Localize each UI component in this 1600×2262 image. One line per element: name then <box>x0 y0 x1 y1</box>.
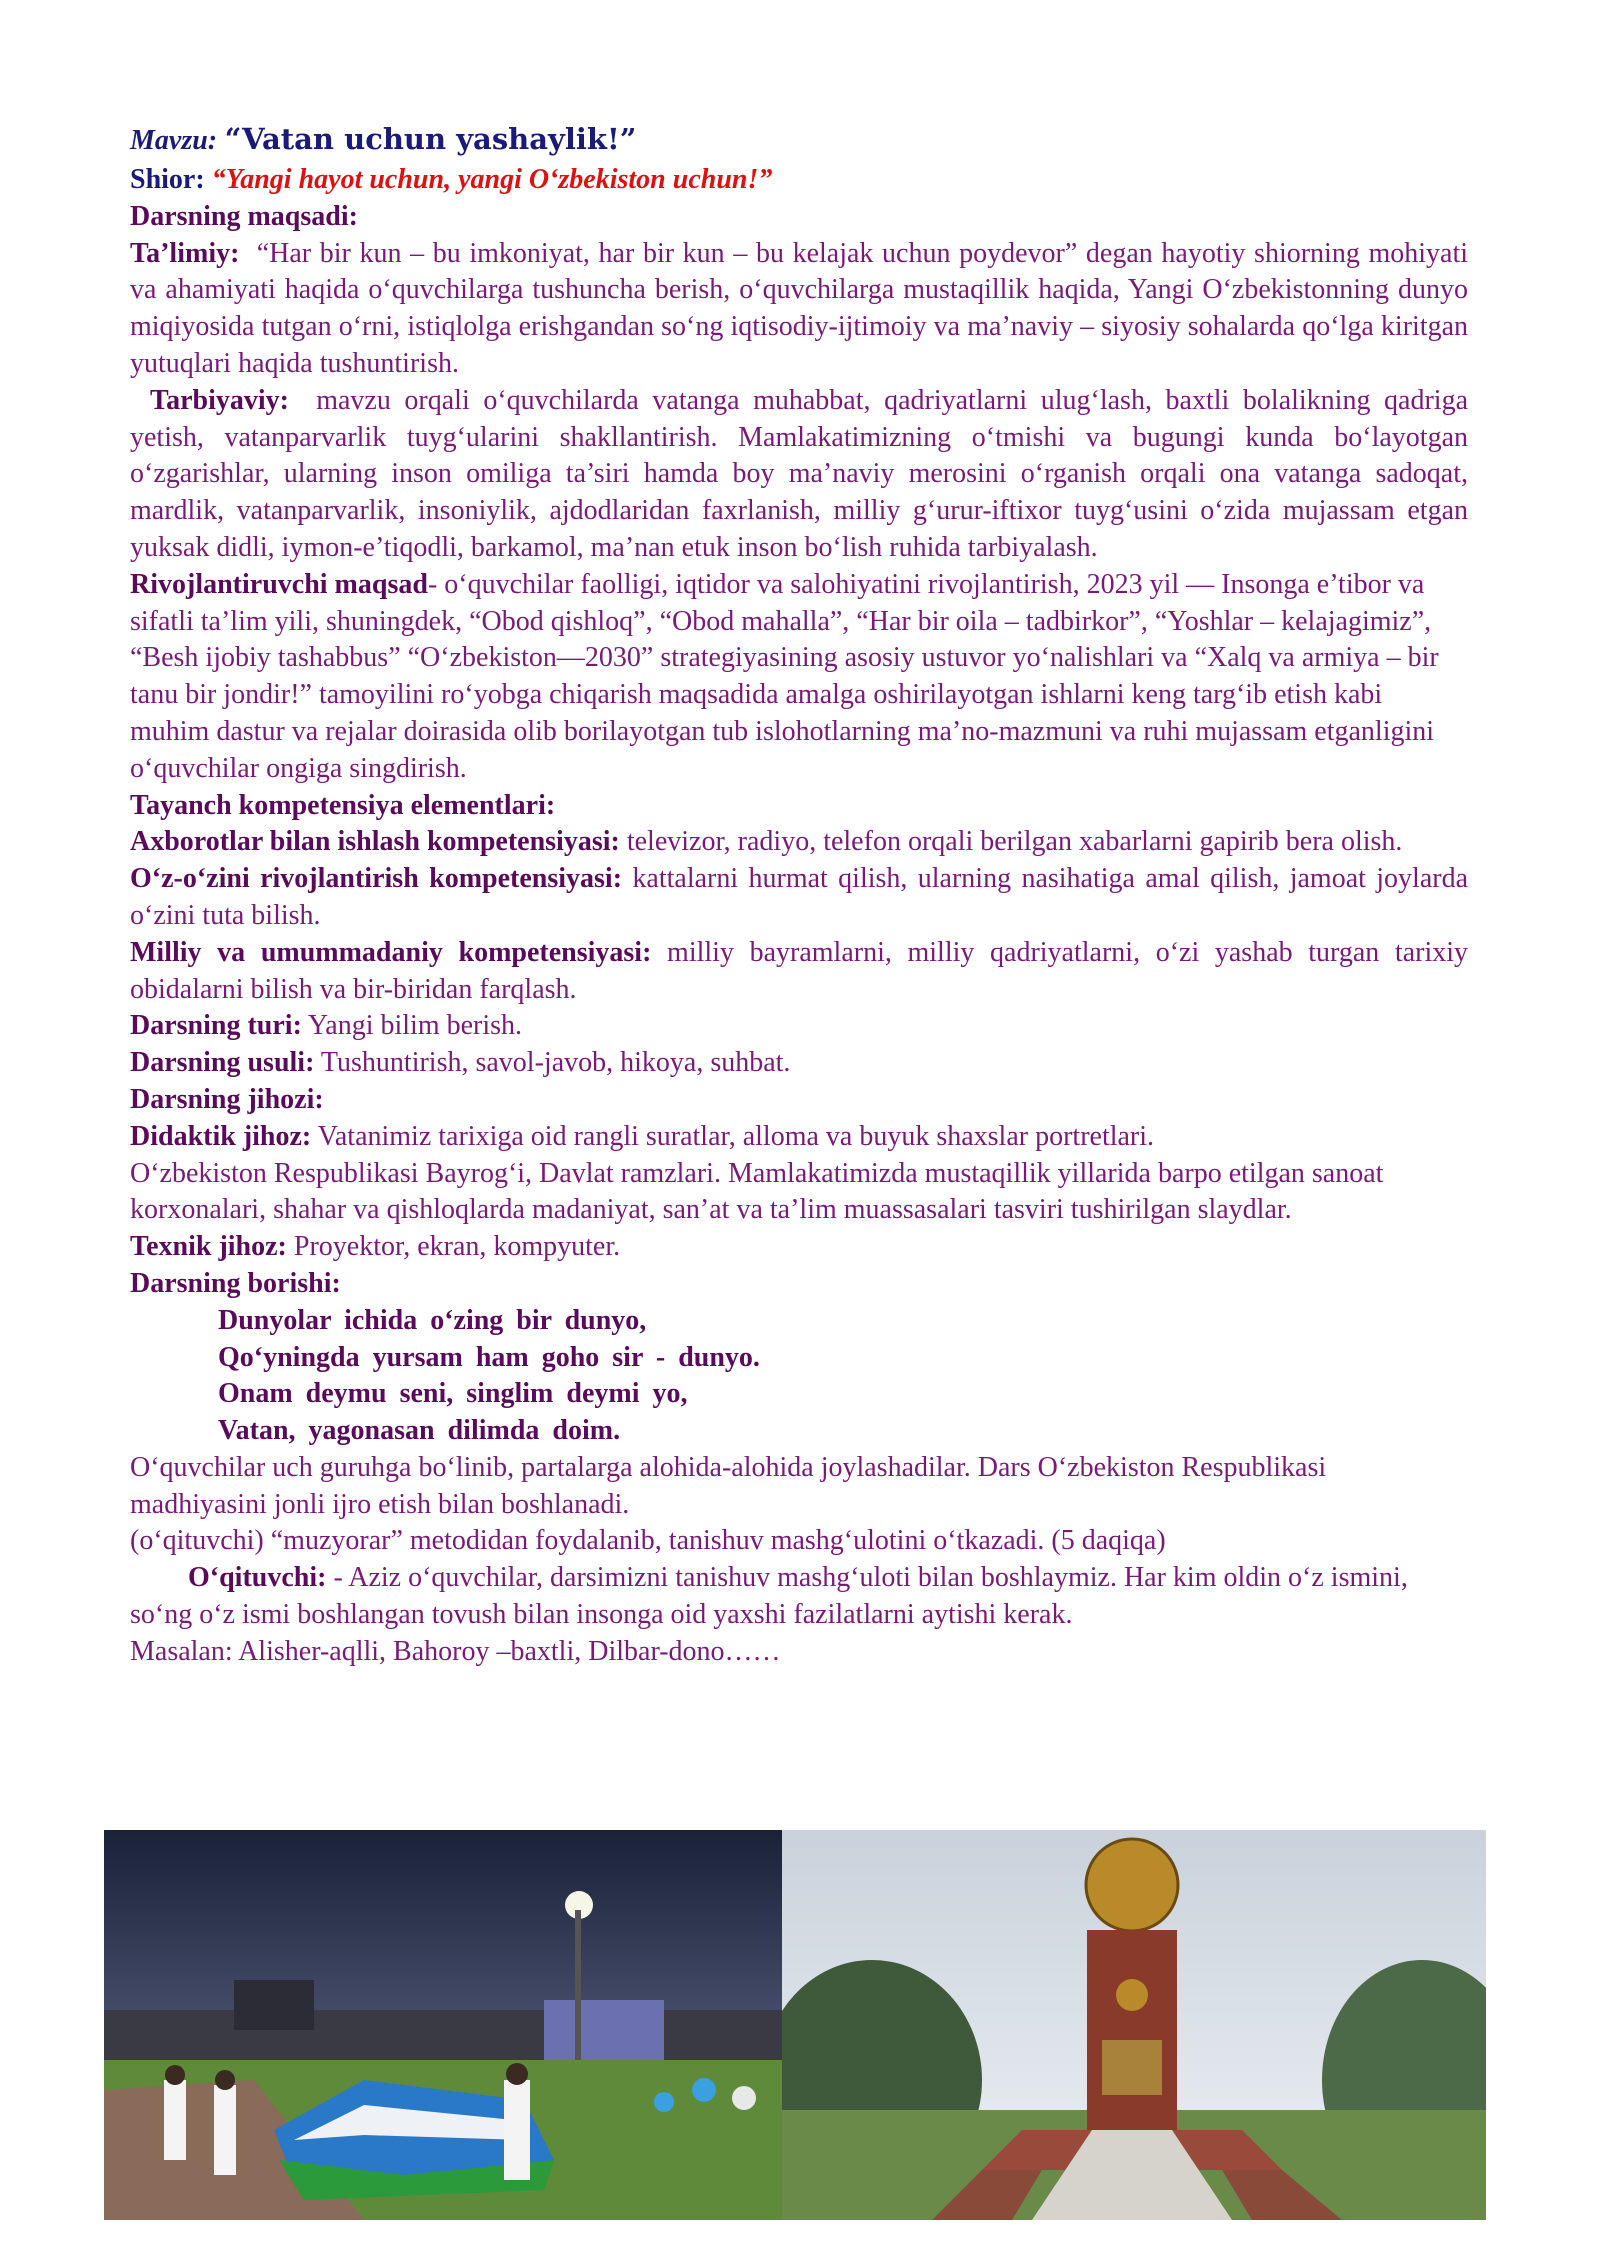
parade-photo <box>104 1830 782 2220</box>
topic-value: “Vatan uchun yashaylik!” <box>224 122 637 156</box>
document-page <box>130 118 1468 1671</box>
ozini-text: kattalarni hurmat qilish, ularning nasihatiga amal qilish, jamoat joylarda o‘zini tuta bilish. <box>130 863 1469 931</box>
usuli-line <box>130 1045 1468 1082</box>
borishi-heading: Darsning borishi: <box>130 1267 341 1299</box>
turi-line <box>130 1008 1468 1045</box>
milliy-label: Milliy va umummadaniy kompetensiyasi: <box>130 936 652 968</box>
tarbiyaviy-paragraph <box>130 383 1468 567</box>
parade-flag-image <box>104 1830 782 2220</box>
poem-line: Qo‘yningda yursam ham goho sir - dunyo. <box>218 1341 760 1373</box>
photo-strip <box>104 1830 1486 2220</box>
turi-label: Darsning turi: <box>130 1010 302 1042</box>
procedure-paragraph-2: (o‘qituvchi) “muzyorar” metodidan foydalanib, tanishuv mashg‘ulotini o‘tkazadi. (5 daqiqa) <box>130 1525 1166 1557</box>
goals-heading: Darsning maqsadi: <box>130 200 358 232</box>
texnik-label: Texnik jihoz: <box>130 1231 287 1263</box>
talimiy-paragraph <box>130 236 1468 383</box>
turi-text: Yangi bilim berish. <box>307 1010 523 1042</box>
milliy-paragraph <box>130 935 1468 1009</box>
didaktik-text: Vatanimiz tarixiga oid rangli suratlar, alloma va buyuk shaxslar portretlari. <box>317 1120 1155 1152</box>
topic-line <box>130 118 1468 162</box>
teacher-label: O‘qituvchi: <box>188 1562 327 1594</box>
didaktik-line <box>130 1119 1468 1156</box>
monument-photo <box>782 1830 1486 2220</box>
tarbiyaviy-label: Tarbiyaviy: <box>150 384 289 416</box>
slogan-label: Shior: <box>130 164 205 195</box>
teacher-text: - Aziz o‘quvchilar, darsimizni tanishuv mashg‘uloti bilan boshlaymiz. Har kim oldin o‘z ismini, so‘ng o‘z ismi boshlangan tovush bilan insonga oid yaxshi fazilatlarni aytishi kerak. <box>130 1562 1408 1631</box>
poem-line: Dunyolar ichida o‘zing bir dunyo, <box>218 1304 647 1336</box>
example-line: Masalan: Alisher-aqlli, Bahoroy –baxtli, Dilbar-dono…… <box>130 1635 781 1667</box>
teacher-paragraph <box>130 1560 1468 1634</box>
usuli-label: Darsning usuli: <box>130 1047 315 1079</box>
jihozi-heading: Darsning jihozi: <box>130 1083 324 1115</box>
axborot-text: televizor, radiyo, telefon orqali berilgan xabarlarni gapirib bera olish. <box>626 826 1403 858</box>
talimiy-text: “Har bir kun – bu imkoniyat, har bir kun – bu kelajak uchun poydevor” degan hayotiy shiorning mohiyati va ahamiyati haqida o‘quvchilarga tushuncha berish, o‘quvchilarga mustaqillik haqida, Yangi O‘zbekistonning dunyo miqiyosida tutgan o‘rni, istiqlolga erishgandan so‘ng iqtisodiy-ijtimoiy va ma’naviy – siyosiy sohalarda qo‘lga kiritgan yutuqlari haqida tushuntirish. <box>130 237 1469 379</box>
slogan-value: “Yangi hayot uchun, yangi O‘zbekiston uchun!” <box>211 164 773 195</box>
axborot-paragraph <box>130 824 1468 861</box>
topic-label: Mavzu: <box>130 125 218 156</box>
texnik-text: Proyektor, ekran, kompyuter. <box>293 1231 621 1263</box>
competencies-heading: Tayanch kompetensiya elementlari: <box>130 789 556 821</box>
rivoj-label: Rivojlantiruvchi maqsad <box>130 568 428 600</box>
rivoj-paragraph <box>130 567 1468 788</box>
talimiy-label: Ta’limiy: <box>130 237 240 269</box>
ozini-paragraph <box>130 861 1468 935</box>
didaktik-paragraph-2: O‘zbekiston Respublikasi Bayrog‘i, Davlat ramzlari. Mamlakatimizda mustaqillik yillarida barpo etilgan sanoat korxonalari, shahar va qishloqlarda madaniyat, san’at va ta’lim muassasalari tasviri tushirilgan slaydlar. <box>130 1157 1384 1226</box>
didaktik-label: Didaktik jihoz: <box>130 1120 312 1152</box>
procedure-paragraph-1: O‘quvchilar uch guruhga bo‘linib, partalarga alohida-alohida joylashadilar. Dars O‘zbekiston Respublikasi madhiyasini jonli ijro etish bilan boshlanadi. <box>130 1451 1327 1520</box>
axborot-label: Axborotlar bilan ishlash kompetensiyasi: <box>130 826 620 858</box>
ozini-label: O‘z-o‘zini rivojlantirish kompetensiyasi: <box>130 863 623 895</box>
independence-monument-image <box>782 1830 1486 2220</box>
rivoj-text: - o‘quvchilar faolligi, iqtidor va salohiyatini rivojlantirish, 2023 yil — Insonga e’tibor va sifatli ta’lim yili, shuningdek, “Obod qishloq”, “Obod mahalla”, “Har bir oila – tadbirkor”, “Yoshlar – kelajagimiz”, “Besh ijobiy tashabbus” “O‘zbekiston—2030” strategiyasining asosiy ustuvor yo‘nalishlari va “Xalq va armiya – bir tanu bir jondir!” tamoyilini ro‘yobga chiqarish maqsadida amalga oshirilayotgan ishlarni keng targ‘ib etish kabi muhim dastur va rejalar doirasida olib borilayotgan tub islohotlarning ma’no-mazmuni va ruhi mujassam etganligini o‘quvchilar ongiga singdirish. <box>130 568 1439 784</box>
tarbiyaviy-text: mavzu orqali o‘quvchilarda vatanga muhabbat, qadriyatlarni ulug‘lash, baxtli bolalikning qadriga yetish, vatanparvarlik tuyg‘ularini shakllantirish. Mamlakatimizning o‘tmishi va bugungi kunda bo‘layotgan o‘zgarishlar, ularning inson omiliga ta’siri hamda boy ma’naviy merosini o‘rganish orqali ona vatanga sadoqat, mardlik, vatanparvarlik, insoniylik, ajdodlaridan faxrlanish, milliy g‘urur-iftixor tuyg‘usini o‘zida mujassam etgan yuksak didli, iymon-e’tiqodli, barkamol, ma’nan etuk inson bo‘lish ruhida tarbiyalash. <box>130 384 1469 563</box>
milliy-text: milliy bayramlarni, milliy qadriyatlarni, o‘zi yashab turgan tarixiy obidalarni bilish va bir-biridan farqlash. <box>130 936 1469 1005</box>
slogan-line <box>130 162 1468 199</box>
usuli-text: Tushuntirish, savol-javob, hikoya, suhbat. <box>320 1047 791 1079</box>
poem-line: Vatan, yagonasan dilimda doim. <box>218 1415 621 1447</box>
poem <box>130 1303 1468 1450</box>
poem-line: Onam deymu seni, singlim deymi yo, <box>218 1378 688 1410</box>
texnik-line <box>130 1229 1468 1266</box>
